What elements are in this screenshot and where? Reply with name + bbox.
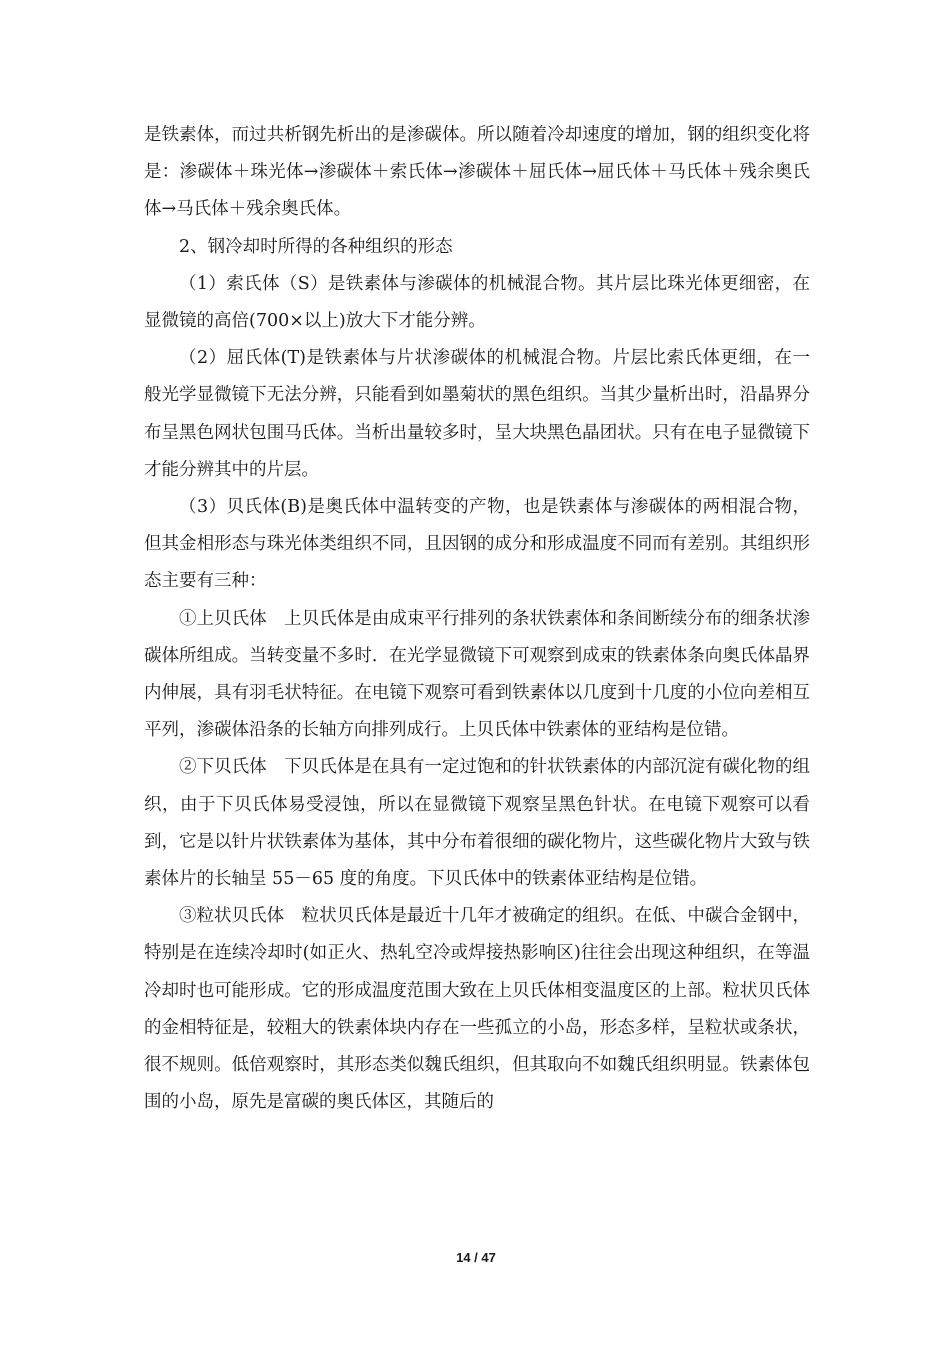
paragraph-troostite: （2）屈氏体(T)是铁素体与片状渗碳体的机械混合物。片层比索氏体更细，在一般光学显微镜下无法分辨，只能看到如墨菊状的黑色组织。当其少量析出时，沿晶界分布呈黑色网状包围马氏体。当析出量较多时，呈大块黑色晶团状。只有在电子显微镜下才能分辨其中的片层。 (144, 348, 810, 480)
paragraph-sorbite: （1）索氏体（S）是铁素体与渗碳体的机械混合物。其片层比珠光体更细密，在显微镜的高倍(700×以上)放大下才能分辨。 (144, 273, 810, 332)
section-heading-2: 2、钢冷却时所得的各种组织的形态 (179, 236, 453, 257)
paragraph-lower-bainite: ②下贝氏体 下贝氏体是在具有一定过饱和的针状铁素体的内部沉淀有碳化物的组织，由于下贝氏体易受浸蚀，所以在显微镜下观察呈黑色针状。在电镜下观察可以看到，它是以针片状铁素体为基体，其中分布着很细的碳化物片，这些碳化物片大致与铁素体片的长轴呈 55－65 度的角度。下贝氏体中的铁素体亚结构是位错。 (144, 757, 810, 890)
paragraph-upper-bainite: ①上贝氏体 上贝氏体是由成束平行排列的条状铁素体和条间断续分布的细条状渗碳体所组成。当转变量不多时．在光学显微镜下可观察到成束的铁素体条向奥氏体晶界内伸展，具有羽毛状特征。在电镜下观察可看到铁素体以几度到十几度的小位向差相互平列，渗碳体沿条的长轴方向排列成行。上贝氏体中铁素体的亚结构是位错。 (144, 608, 810, 741)
paragraph-granular-bainite: ③粒状贝氏体 粒状贝氏体是最近十几年才被确定的组织。在低、中碳合金钢中，特别是在连续冷却时(如正火、热轧空冷或焊接热影响区)往往会出现这种组织，在等温冷却时也可能形成。它的形成温度范围大致在上贝氏体相变温度区的上部。粒状贝氏体的金相特征是，较粗大的铁素体块内存在一些孤立的小岛，形态多样，呈粒状或条状，很不规则。低倍观察时，其形态类似魏氏组织，但其取向不如魏氏组织明显。铁素体包围的小岛，原先是富碳的奥氏体区，其随后的 (144, 906, 810, 1113)
paragraph-continuation: 是铁素体，而过共析钢先析出的是渗碳体。所以随着冷却速度的增加，钢的组织变化将是：渗碳体＋珠光体→渗碳体＋索氏体→渗碳体＋屈氏体→屈氏体＋马氏体＋残余奥氏体→马氏体＋残余奥氏体。 (144, 125, 810, 220)
paragraph-bainite: （3）贝氏体(B)是奥氏体中温转变的产物，也是铁素体与渗碳体的两相混合物，但其金相形态与珠光体类组织不同，且因钢的成分和形成温度不同而有差别。其组织形态主要有三种： (144, 497, 810, 592)
body-text (144, 117, 810, 1121)
page-number: 14 / 47 (456, 1250, 496, 1265)
